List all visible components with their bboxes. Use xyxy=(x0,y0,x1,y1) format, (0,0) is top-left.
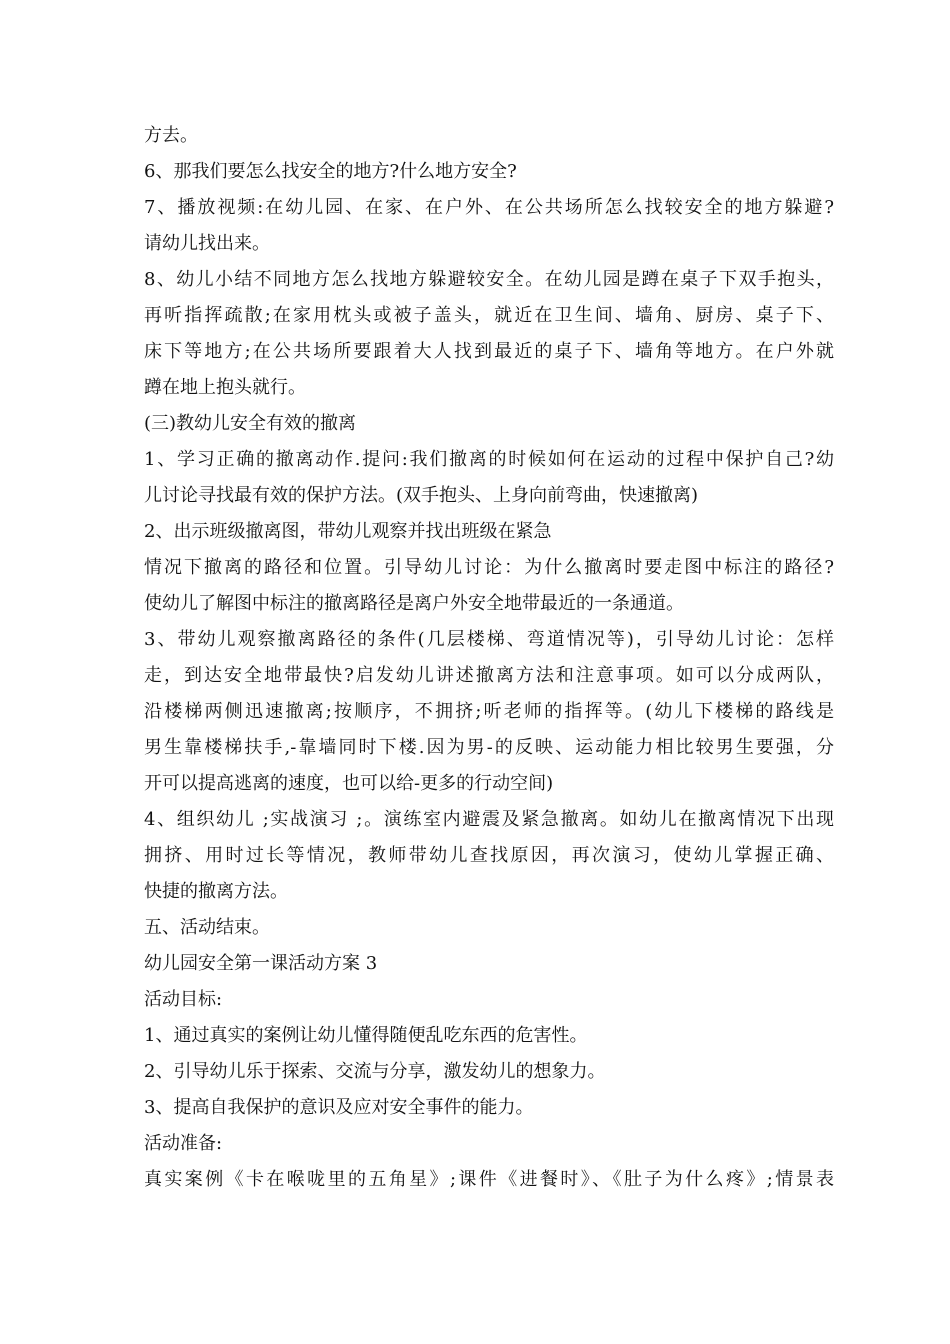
text-line: 开可以提高逃离的速度，也可以给-更多的行动空间) xyxy=(144,773,554,794)
section-heading: 幼儿园安全第一课活动方案 3 xyxy=(144,953,378,974)
text-line: 再听指挥疏散;在家用枕头或被子盖头，就近在卫生间、墙角、厨房、桌子下、 xyxy=(144,305,834,326)
text-line: 床下等地方;在公共场所要跟着大人找到最近的桌子下、墙角等地方。在户外就 xyxy=(144,341,834,362)
text-line: 6、那我们要怎么找安全的地方?什么地方安全? xyxy=(144,161,517,182)
text-line: 1、学习正确的撤离动作.提问:我们撤离的时候如何在运动的过程中保护自己?幼 xyxy=(144,449,834,470)
text-line: 8、幼儿小结不同地方怎么找地方躲避较安全。在幼儿园是蹲在桌子下双手抱头， xyxy=(144,269,834,290)
section-heading: 活动目标: xyxy=(144,989,223,1010)
text-line: 3、带幼儿观察撤离路径的条件(几层楼梯、弯道情况等)，引导幼儿讨论：怎样 xyxy=(144,629,834,650)
list-item: 1、通过真实的案例让幼儿懂得随便乱吃东西的危害性。 xyxy=(144,1025,588,1046)
text-line: 儿讨论寻找最有效的保护方法。(双手抱头、上身向前弯曲，快速撤离) xyxy=(144,485,699,506)
text-line: 2、出示班级撤离图，带幼儿观察并找出班级在紧急 xyxy=(144,521,552,542)
text-line: 男生靠楼梯扶手,-靠墙同时下楼.因为男-的反映、运动能力相比较男生要强，分 xyxy=(144,737,834,758)
list-item: 2、引导幼儿乐于探索、交流与分享，激发幼儿的想象力。 xyxy=(144,1061,606,1082)
text-line: 7、播放视频:在幼儿园、在家、在户外、在公共场所怎么找较安全的地方躲避? xyxy=(144,197,834,218)
document-body xyxy=(144,118,834,1198)
text-line: 请幼儿找出来。 xyxy=(144,233,270,254)
text-line: 真实案例《卡在喉咙里的五角星》;课件《进餐时》、《肚子为什么疼》;情景表 xyxy=(144,1169,834,1190)
text-line: 沿楼梯两侧迅速撤离;按顺序，不拥挤;听老师的指挥等。(幼儿下楼梯的路线是 xyxy=(144,701,834,722)
text-line: 方去。 xyxy=(144,125,198,146)
text-line: 情况下撤离的路径和位置。引导幼儿讨论：为什么撤离时要走图中标注的路径? xyxy=(144,557,834,578)
section-heading: 五、活动结束。 xyxy=(144,917,270,938)
text-line: 快捷的撤离方法。 xyxy=(144,881,288,902)
text-line: 使幼儿了解图中标注的撤离路径是离户外安全地带最近的一条通道。 xyxy=(144,593,684,614)
section-heading: (三)教幼儿安全有效的撤离 xyxy=(144,413,357,434)
text-line: 4、组织幼儿 ;实战演习 ;。演练室内避震及紧急撤离。如幼儿在撤离情况下出现 xyxy=(144,809,834,830)
text-line: 走，到达安全地带最快?启发幼儿讲述撤离方法和注意事项。如可以分成两队， xyxy=(144,665,834,686)
text-line: 蹲在地上抱头就行。 xyxy=(144,377,306,398)
section-heading: 活动准备: xyxy=(144,1133,223,1154)
text-line: 拥挤、用时过长等情况，教师带幼儿查找原因，再次演习，使幼儿掌握正确、 xyxy=(144,845,834,866)
list-item: 3、提高自我保护的意识及应对安全事件的能力。 xyxy=(144,1097,534,1118)
